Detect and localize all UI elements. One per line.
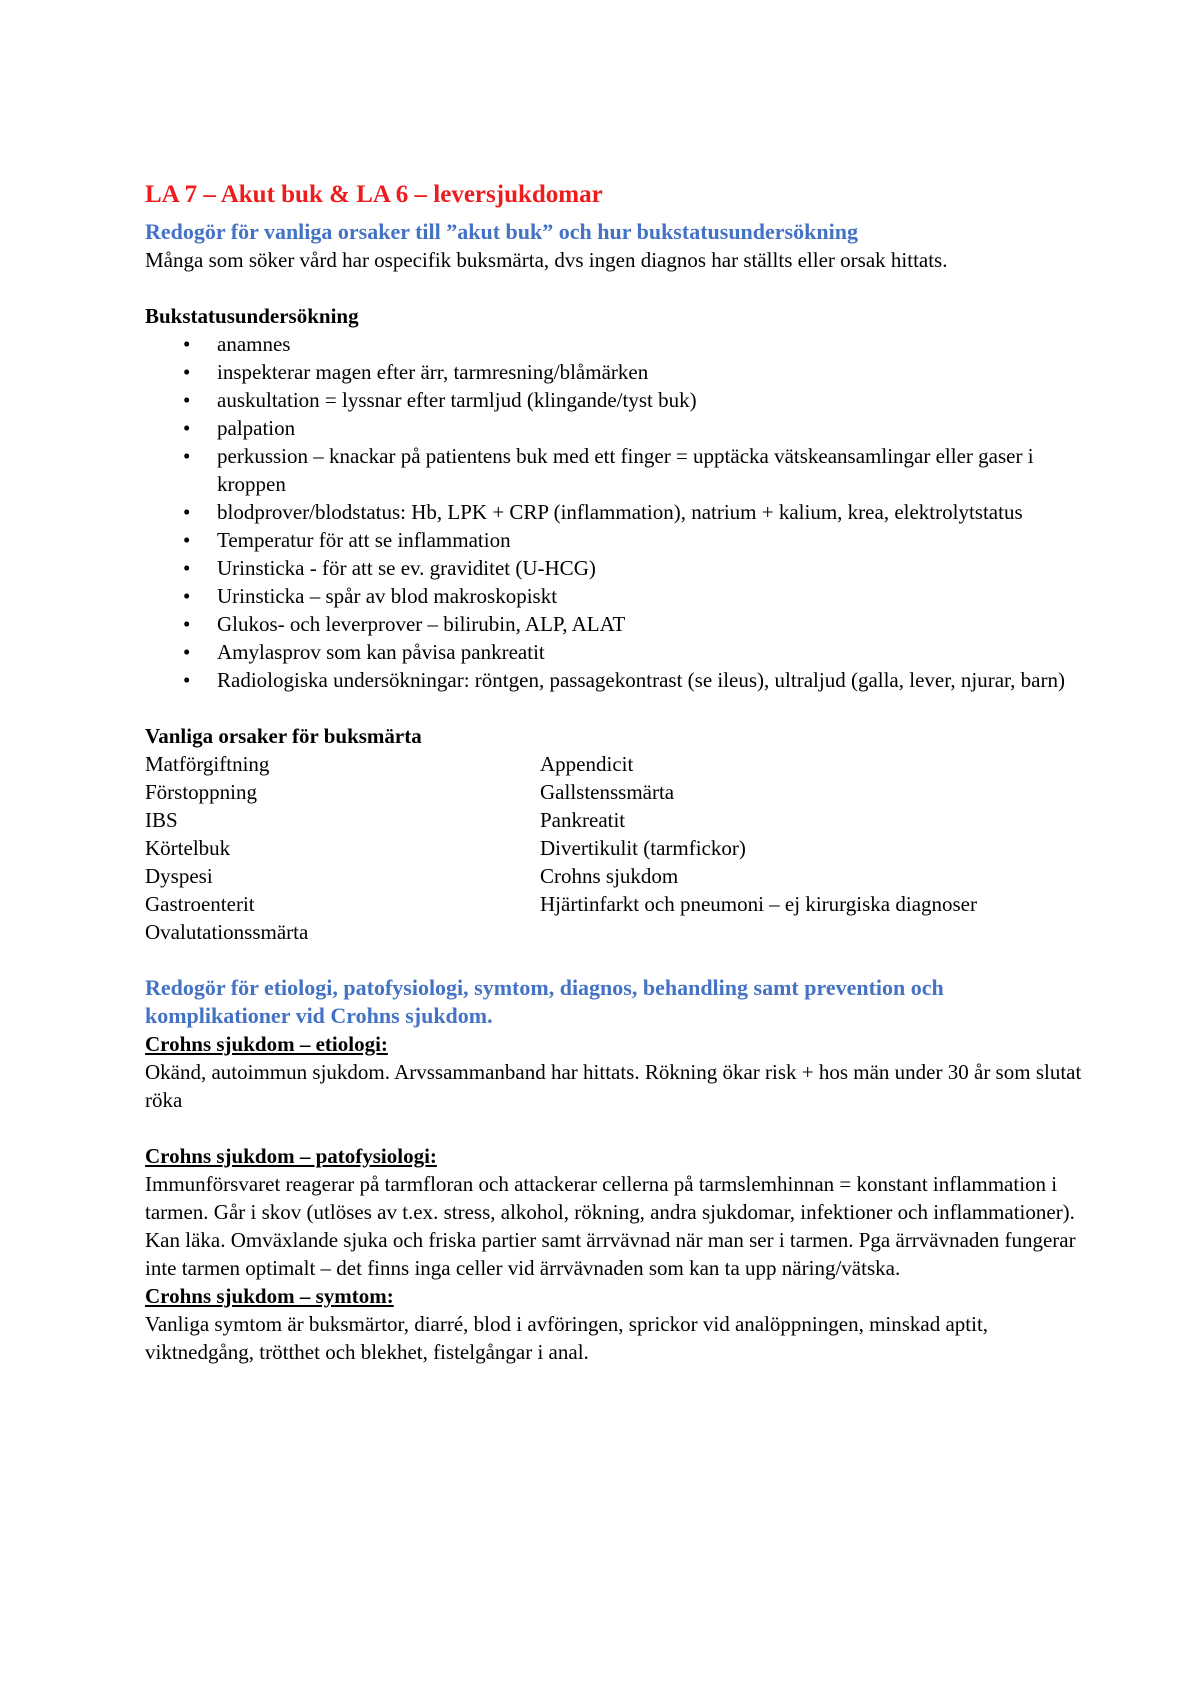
exam-list — [145, 330, 1090, 694]
cause-left: Körtelbuk — [145, 836, 231, 860]
exam-list-item: • blodprover/blodstatus: Hb, LPK + CRP (inflammation), natrium + kalium, krea, elektrolytstatus — [217, 498, 1090, 526]
cause-right-empty — [540, 918, 1090, 946]
exam-list-item: • inspekterar magen efter ärr, tarmresning/blåmärken — [217, 358, 1090, 386]
pathophysiology-heading: Crohns sjukdom – patofysiologi: — [145, 1144, 437, 1168]
exam-list-item: • anamnes — [217, 330, 1090, 358]
spacer — [145, 274, 1090, 302]
pathophysiology-paragraph: Immunförsvaret reagerar på tarmfloran och attackerar cellerna på tarmslemhinnan = konstant inflammation i tarmen. Går i skov (utlöses av t.ex. stress, alkohol, rökning, andra sjukdomar, infektioner och inflammationer). Kan läka. Omväxlande sjuka och friska partier samt ärrvävnad när man ser i tarmen. Pga ärrvävnaden fungerar inte tarmen optimalt – det finns inga celler vid ärrvävnaden som kan ta upp näring/vätska. — [145, 1172, 1076, 1280]
intro-paragraph: Många som söker vård har ospecifik buksmärta, dvs ingen diagnos har ställts eller orsak hittats. — [145, 248, 948, 272]
etiology-paragraph: Okänd, autoimmun sjukdom. Arvssammanband har hittats. Rökning ökar risk + hos män under 30 år som slutat röka — [145, 1060, 1082, 1112]
exam-list-item: • Radiologiska undersökningar: röntgen, passagekontrast (se ileus), ultraljud (galla, lever, njurar, barn) — [217, 666, 1090, 694]
exam-list-item: • Glukos- och leverprover – bilirubin, ALP, ALAT — [217, 610, 1090, 638]
cause-left: Ovalutationssmärta — [145, 920, 309, 944]
causes-columns — [145, 750, 1090, 946]
exam-list-item: • Urinsticka - för att se ev. graviditet (U-HCG) — [217, 554, 1090, 582]
spacer — [145, 946, 1090, 974]
document-title: LA 7 – Akut buk & LA 6 – leversjukdomar — [145, 181, 603, 208]
cause-left: Gastroenterit — [145, 892, 255, 916]
cause-left: Matförgiftning — [145, 752, 270, 776]
cause-left: Förstoppning — [145, 780, 258, 804]
causes-heading: Vanliga orsaker för buksmärta — [145, 724, 422, 748]
cause-left: Dyspesi — [145, 864, 213, 888]
symptoms-paragraph: Vanliga symtom är buksmärtor, diarré, blod i avföringen, sprickor vid analöppningen, minskad aptit, viktnedgång, trötthet och blekhet, fistelgångar i anal. — [145, 1312, 989, 1364]
cause-right: Crohns sjukdom — [540, 864, 679, 888]
spacer — [145, 1114, 1090, 1142]
symptoms-heading: Crohns sjukdom – symtom: — [145, 1284, 394, 1308]
exam-list-item: • perkussion – knackar på patientens buk med ett finger = upptäcka vätskeansamlingar eller gaser i kroppen — [217, 442, 1090, 498]
exam-list-item: • palpation — [217, 414, 1090, 442]
exam-list-item: • Urinsticka – spår av blod makroskopiskt — [217, 582, 1090, 610]
exam-list-item: • auskultation = lyssnar efter tarmljud (klingande/tyst buk) — [217, 386, 1090, 414]
spacer — [145, 694, 1090, 722]
etiology-heading: Crohns sjukdom – etiologi: — [145, 1032, 388, 1056]
cause-right: Hjärtinfarkt och pneumoni – ej kirurgiska diagnoser — [540, 892, 978, 916]
exam-heading: Bukstatusundersökning — [145, 304, 359, 328]
cause-right: Appendicit — [540, 752, 634, 776]
section-heading-akut-buk: Redogör för vanliga orsaker till ”akut buk” och hur bukstatusundersökning — [145, 219, 858, 244]
cause-right: Divertikulit (tarmfickor) — [540, 836, 746, 860]
cause-right: Pankreatit — [540, 808, 626, 832]
cause-right: Gallstenssmärta — [540, 780, 675, 804]
exam-list-item: • Amylasprov som kan påvisa pankreatit — [217, 638, 1090, 666]
section-heading-crohns: Redogör för etiologi, patofysiologi, symtom, diagnos, behandling samt prevention och komplikationer vid Crohns sjukdom. — [145, 975, 944, 1028]
cause-left: IBS — [145, 808, 178, 832]
exam-list-item: • Temperatur för att se inflammation — [217, 526, 1090, 554]
